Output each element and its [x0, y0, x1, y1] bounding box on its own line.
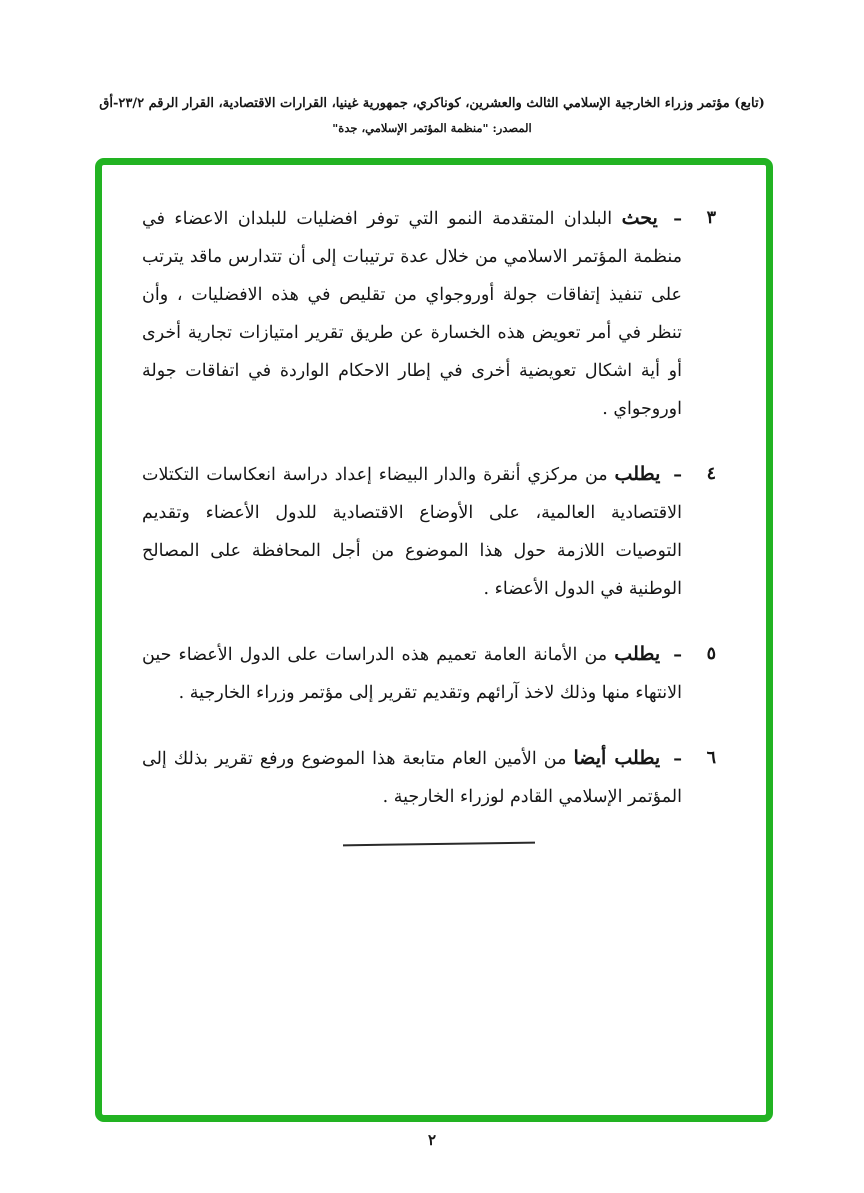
resolution-paragraph	[142, 635, 716, 712]
paragraph-lead-word: يطلب	[614, 463, 661, 485]
page-frame	[95, 158, 773, 1122]
document-header	[40, 96, 824, 135]
paragraph-dash: –	[673, 645, 682, 665]
header-title-line: (تابع) مؤتمر وزراء الخارجية الإسلامي الثالث والعشرين، كوناكري، جمهورية غينيا، القرارات الاقتصادية، القرار الرقم ٢٣/٢-أق	[99, 96, 765, 111]
paragraph-text: من الأمانة العامة تعميم هذه الدراسات على الدول الأعضاء حين الانتهاء منها وذلك لاخذ آرائهم وتقديم تقرير إلى مؤتمر وزراء الخارجية .	[142, 645, 682, 703]
paragraph-dash: –	[673, 465, 682, 485]
resolution-paragraph	[142, 739, 716, 816]
resolution-paragraph	[142, 455, 716, 608]
paragraph-number: ٦	[706, 748, 716, 768]
paragraph-dash: –	[673, 209, 682, 229]
separator-line	[343, 842, 535, 847]
paragraph-dash: –	[673, 749, 682, 769]
header-source-line: المصدر: "منظمة المؤتمر الإسلامي، جدة"	[332, 121, 532, 135]
paragraph-lead-word: يطلب أيضا	[573, 747, 661, 769]
resolution-clauses	[102, 165, 766, 816]
paragraph-text: البلدان المتقدمة النمو التي توفر افضليات للبلدان الاعضاء في منظمة المؤتمر الاسلامي من خلال عدة ترتيبات إلى أن تتدارس ماقد يترتب على تنفيذ إتفاقات جولة أوروجواي من تقليص في هذه الافضليات ، وأن تنظر في أمر تعويض هذه الخسارة عن طريق تقرير امتيازات تجارية أخرى أو أية اشكال تعويضية أخرى في إطار الاحكام الواردة في اتفاقات جولة اوروجواي .	[142, 209, 682, 419]
resolution-paragraph	[142, 199, 716, 428]
paragraph-number: ٣	[706, 208, 716, 228]
paragraph-lead-word: يحث	[621, 207, 658, 229]
page-number: ٢	[427, 1131, 437, 1149]
paragraph-number: ٥	[706, 644, 716, 664]
paragraph-number: ٤	[706, 464, 716, 484]
paragraph-lead-word: يطلب	[614, 643, 661, 665]
paragraph-text: من الأمين العام متابعة هذا الموضوع ورفع تقرير بذلك إلى المؤتمر الإسلامي القادم لوزراء الخارجية .	[142, 749, 682, 807]
paragraph-text: من مركزي أنقرة والدار البيضاء إعداد دراسة انعكاسات التكتلات الاقتصادية العالمية، على الأوضاع الاقتصادية للدول الأعضاء وتقديم التوصيات اللازمة حول هذا الموضوع من أجل المحافظة على المصالح الوطنية في الدول الأعضاء .	[142, 465, 682, 599]
